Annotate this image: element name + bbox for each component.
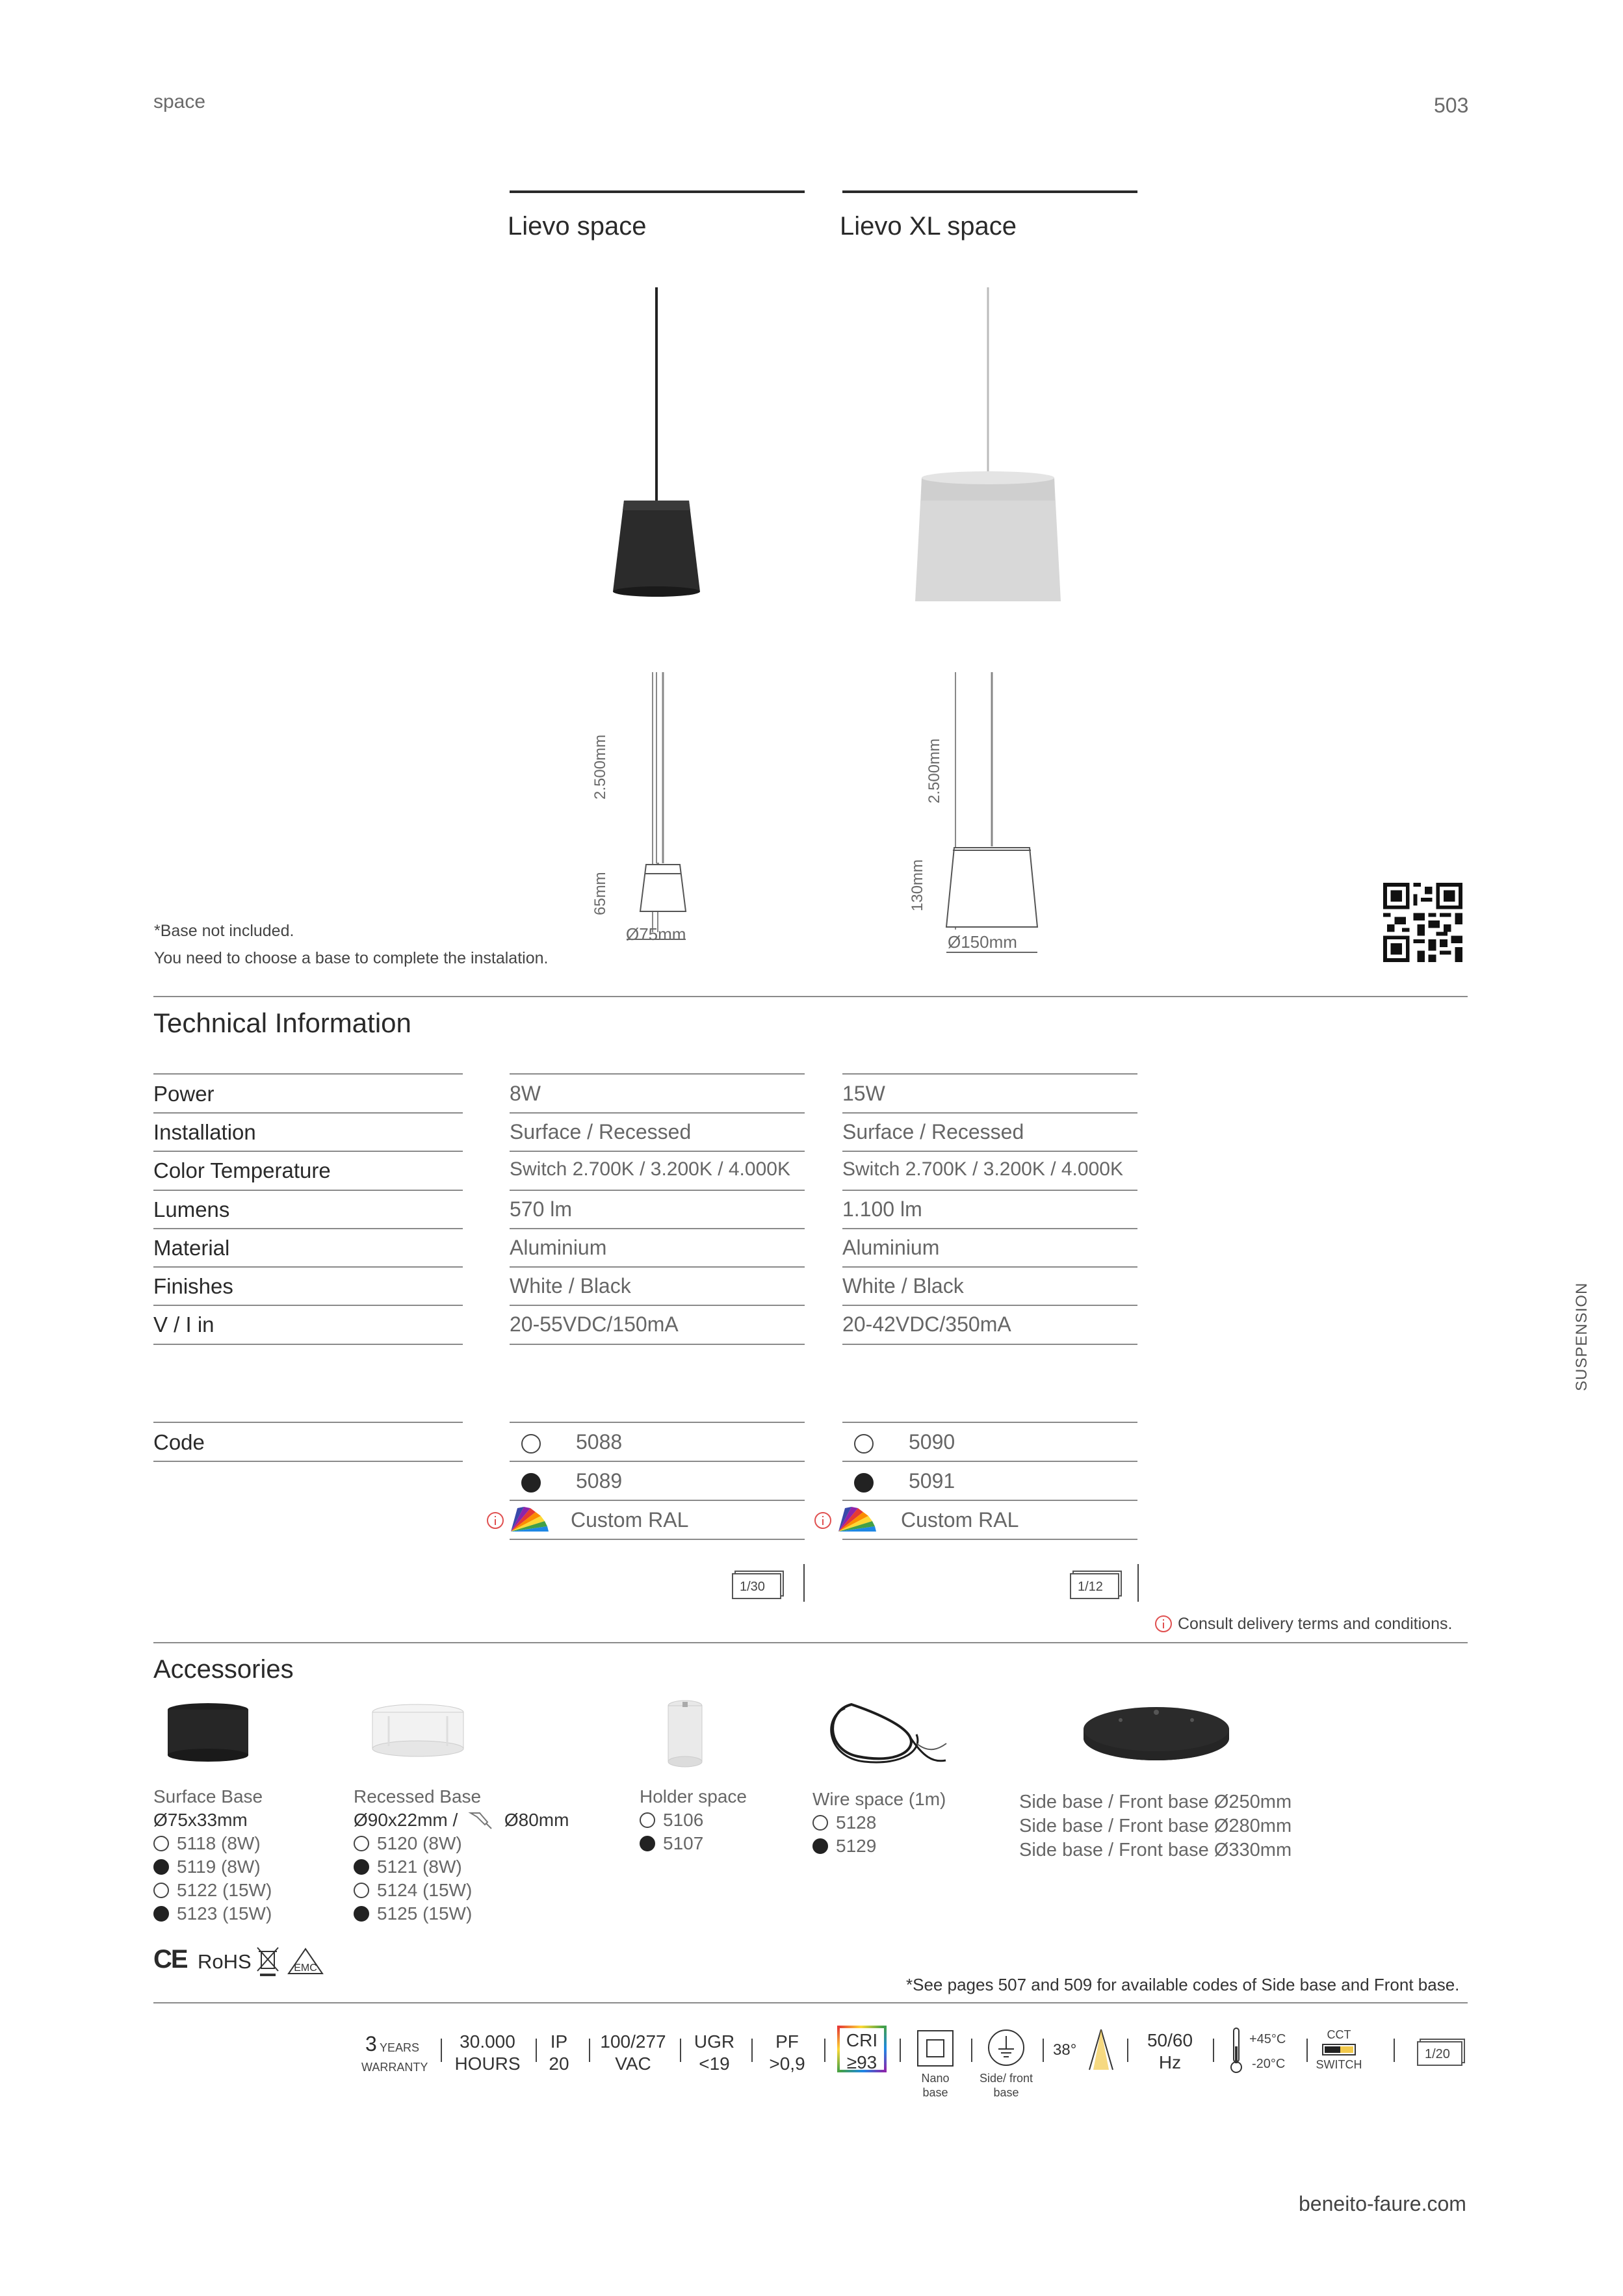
white-finish-dot-icon	[640, 1812, 655, 1828]
svg-text:EMC: EMC	[294, 1963, 317, 1974]
dim-b-height: 2.500mm	[926, 738, 943, 803]
section-label: space	[153, 91, 206, 112]
surface-base-image	[165, 1702, 251, 1763]
surface-base-size: Ø75x33mm	[153, 1810, 248, 1830]
pack-box-icon	[1417, 2041, 1462, 2066]
code-label: Code	[153, 1430, 205, 1454]
page-number: 503	[1434, 94, 1469, 117]
list-item: Side base / Front base Ø250mm	[1019, 1792, 1292, 1812]
nano-base-icon	[916, 2029, 954, 2067]
holder-space-info	[640, 1785, 809, 1855]
emc-mark-icon	[287, 1948, 324, 1976]
pack-b-label: 1/12	[1078, 1580, 1103, 1594]
product-b-title: Lievo XL space	[840, 212, 1017, 241]
dim-a-diameter: Ø75mm	[626, 924, 686, 944]
row-vi-b: 20-42VDC/350mA	[842, 1312, 1011, 1336]
temp-low: -20°C	[1252, 2057, 1286, 2071]
list-item[interactable]: 5120 (8W)	[354, 1832, 614, 1855]
hours-spec: 30.000 HOURS	[454, 2031, 521, 2074]
row-lumens-b: 1.100 lm	[842, 1197, 922, 1221]
beam-angle-icon	[1087, 2027, 1115, 2072]
wire-space-image	[819, 1698, 949, 1776]
delivery-note: Consult delivery terms and conditions.	[1178, 1615, 1453, 1633]
black-finish-dot-icon	[640, 1836, 655, 1851]
row-material-a: Aluminium	[510, 1236, 607, 1259]
row-lumens-a: 570 lm	[510, 1197, 573, 1221]
product-a-rule	[510, 190, 805, 193]
wire-space-info	[812, 1788, 1007, 1858]
ground-icon	[987, 2028, 1026, 2067]
row-finishes-label: Finishes	[153, 1274, 233, 1298]
warranty-years: 3	[365, 2032, 377, 2055]
white-finish-dot-icon	[521, 1434, 541, 1454]
pack-box-a-icon	[732, 1573, 781, 1599]
list-item[interactable]: 5124 (15W)	[354, 1879, 614, 1902]
list-item[interactable]: 5123 (15W)	[153, 1902, 348, 1925]
temp-high: +45°C	[1249, 2032, 1286, 2046]
ce-mark-icon: CE	[153, 1945, 187, 1974]
recessed-base-info	[354, 1785, 614, 1925]
footer-website[interactable]: beneito-faure.com	[1299, 2192, 1466, 2215]
section-divider	[153, 2002, 1468, 2003]
code-b-white[interactable]: 5090	[909, 1430, 955, 1454]
pack-b-divider	[1137, 1564, 1139, 1602]
color-fan-icon	[507, 1503, 554, 1534]
ip-spec: IP 20	[549, 2031, 569, 2074]
holder-space-name: Holder space	[640, 1786, 747, 1807]
black-finish-dot-icon	[354, 1859, 369, 1875]
accessories-title: Accessories	[153, 1655, 294, 1684]
cct-switch-label: CCT	[1327, 2028, 1351, 2041]
code-a-custom-ral[interactable]: Custom RAL	[571, 1508, 689, 1532]
switch-icon	[1322, 2044, 1356, 2055]
pack-a-label: 1/30	[740, 1580, 765, 1594]
side-front-base-label: Side/ front base	[979, 2072, 1033, 2099]
white-finish-dot-icon	[854, 1434, 874, 1454]
list-item[interactable]: 5122 (15W)	[153, 1879, 348, 1902]
recessed-base-size: Ø90x22mm /	[354, 1810, 458, 1830]
rohs-label: RoHS	[198, 1950, 252, 1973]
surface-base-name: Surface Base	[153, 1786, 263, 1807]
recessed-cut-size: Ø80mm	[504, 1810, 569, 1830]
black-finish-dot-icon	[354, 1906, 369, 1922]
row-color-temp-a: Switch 2.700K / 3.200K / 4.000K	[510, 1158, 790, 1180]
list-item: Side base / Front base Ø280mm	[1019, 1816, 1292, 1836]
info-icon[interactable]	[814, 1511, 832, 1530]
voltage-spec: 100/277 VAC	[600, 2031, 666, 2074]
holder-space-image	[666, 1699, 705, 1769]
row-installation-b: Surface / Recessed	[842, 1120, 1024, 1143]
code-a-black[interactable]: 5089	[576, 1469, 623, 1493]
nano-base-label: Nano base	[921, 2072, 950, 2099]
pf-spec: PF >0,9	[769, 2031, 805, 2074]
recessed-base-image	[369, 1703, 467, 1762]
white-finish-dot-icon	[153, 1883, 169, 1898]
pack-a-divider	[803, 1564, 805, 1602]
cct-switch-label-2: SWITCH	[1316, 2058, 1362, 2071]
dim-a-height: 2.500mm	[591, 734, 609, 800]
black-finish-dot-icon	[854, 1473, 874, 1493]
frequency-spec: 50/60 Hz	[1147, 2030, 1193, 2072]
wire-space-name: Wire space (1m)	[812, 1789, 946, 1809]
list-item[interactable]: 5118 (8W)	[153, 1832, 348, 1855]
section-divider	[153, 996, 1468, 997]
row-finishes-a: White / Black	[510, 1274, 631, 1298]
dim-b-shade: 130mm	[909, 859, 926, 911]
list-item[interactable]: 5106	[640, 1808, 809, 1832]
warranty-label-2: WARRANTY	[361, 2061, 428, 2074]
pack-label: 1/20	[1425, 2047, 1450, 2061]
row-power-b: 15W	[842, 1082, 885, 1105]
row-installation-label: Installation	[153, 1120, 256, 1144]
dimension-drawing-b	[936, 670, 1053, 962]
list-item[interactable]: 5128	[812, 1811, 1007, 1834]
qr-code-icon[interactable]	[1383, 883, 1462, 962]
warranty-label-1: YEARS	[380, 2041, 420, 2054]
beam-angle: 38°	[1053, 2041, 1077, 2059]
white-finish-dot-icon	[153, 1836, 169, 1851]
white-finish-dot-icon	[354, 1836, 369, 1851]
surface-base-info	[153, 1785, 348, 1925]
black-finish-dot-icon	[153, 1906, 169, 1922]
product-b-rule	[842, 190, 1137, 193]
white-finish-dot-icon	[354, 1883, 369, 1898]
row-vi-label: V / I in	[153, 1312, 214, 1337]
list-item[interactable]: 5129	[812, 1834, 1007, 1858]
color-fan-icon	[835, 1503, 881, 1534]
code-a-white[interactable]: 5088	[576, 1430, 623, 1454]
row-power-label: Power	[153, 1082, 214, 1106]
dim-b-diameter: Ø150mm	[948, 932, 1017, 952]
section-divider	[153, 1642, 1468, 1643]
black-finish-dot-icon	[812, 1838, 828, 1854]
row-finishes-b: White / Black	[842, 1274, 964, 1298]
base-note-1: *Base not included.	[154, 922, 294, 940]
row-installation-a: Surface / Recessed	[510, 1120, 692, 1143]
side-tab-label: SUSPENSION	[1573, 1282, 1591, 1391]
product-a-title: Lievo space	[508, 212, 647, 241]
list-item: Side base / Front base Ø330mm	[1019, 1840, 1292, 1860]
black-finish-dot-icon	[521, 1473, 541, 1493]
technical-title: Technical Information	[153, 1008, 411, 1038]
side-base-info	[1019, 1790, 1383, 1862]
row-power-a: 8W	[510, 1082, 541, 1105]
code-b-custom-ral[interactable]: Custom RAL	[901, 1508, 1019, 1532]
row-lumens-label: Lumens	[153, 1197, 230, 1221]
thermometer-icon	[1228, 2027, 1244, 2074]
row-material-b: Aluminium	[842, 1236, 940, 1259]
pack-box-b-icon	[1070, 1573, 1119, 1599]
dim-a-shade: 65mm	[591, 872, 609, 915]
ugr-spec: UGR <19	[694, 2031, 735, 2074]
row-color-temp-label: Color Temperature	[153, 1158, 331, 1182]
cri-spec: CRI ≥93	[837, 2026, 887, 2072]
list-item[interactable]: 5121 (8W)	[354, 1855, 614, 1879]
row-material-label: Material	[153, 1236, 230, 1260]
drill-icon	[468, 1810, 494, 1830]
row-color-temp-b: Switch 2.700K / 3.200K / 4.000K	[842, 1158, 1123, 1180]
code-b-black[interactable]: 5091	[909, 1469, 955, 1493]
dimension-drawing-a	[611, 670, 728, 949]
side-base-image	[1082, 1703, 1231, 1763]
weee-bin-icon	[255, 1945, 281, 1977]
info-icon[interactable]	[1154, 1615, 1173, 1633]
black-finish-dot-icon	[153, 1859, 169, 1875]
list-item[interactable]: 5107	[640, 1832, 809, 1855]
lamp-black-image	[585, 286, 728, 598]
white-finish-dot-icon	[812, 1815, 828, 1831]
list-item[interactable]: 5119 (8W)	[153, 1855, 348, 1879]
recessed-base-name: Recessed Base	[354, 1786, 482, 1807]
info-icon[interactable]	[486, 1511, 504, 1530]
list-item[interactable]: 5125 (15W)	[354, 1902, 614, 1925]
lamp-white-image	[910, 286, 1066, 624]
base-note-2: You need to choose a base to complete the instalation.	[154, 949, 549, 967]
accessories-footnote: *See pages 507 and 509 for available codes of Side base and Front base.	[906, 1975, 1460, 1994]
row-vi-a: 20-55VDC/150mA	[510, 1312, 679, 1336]
